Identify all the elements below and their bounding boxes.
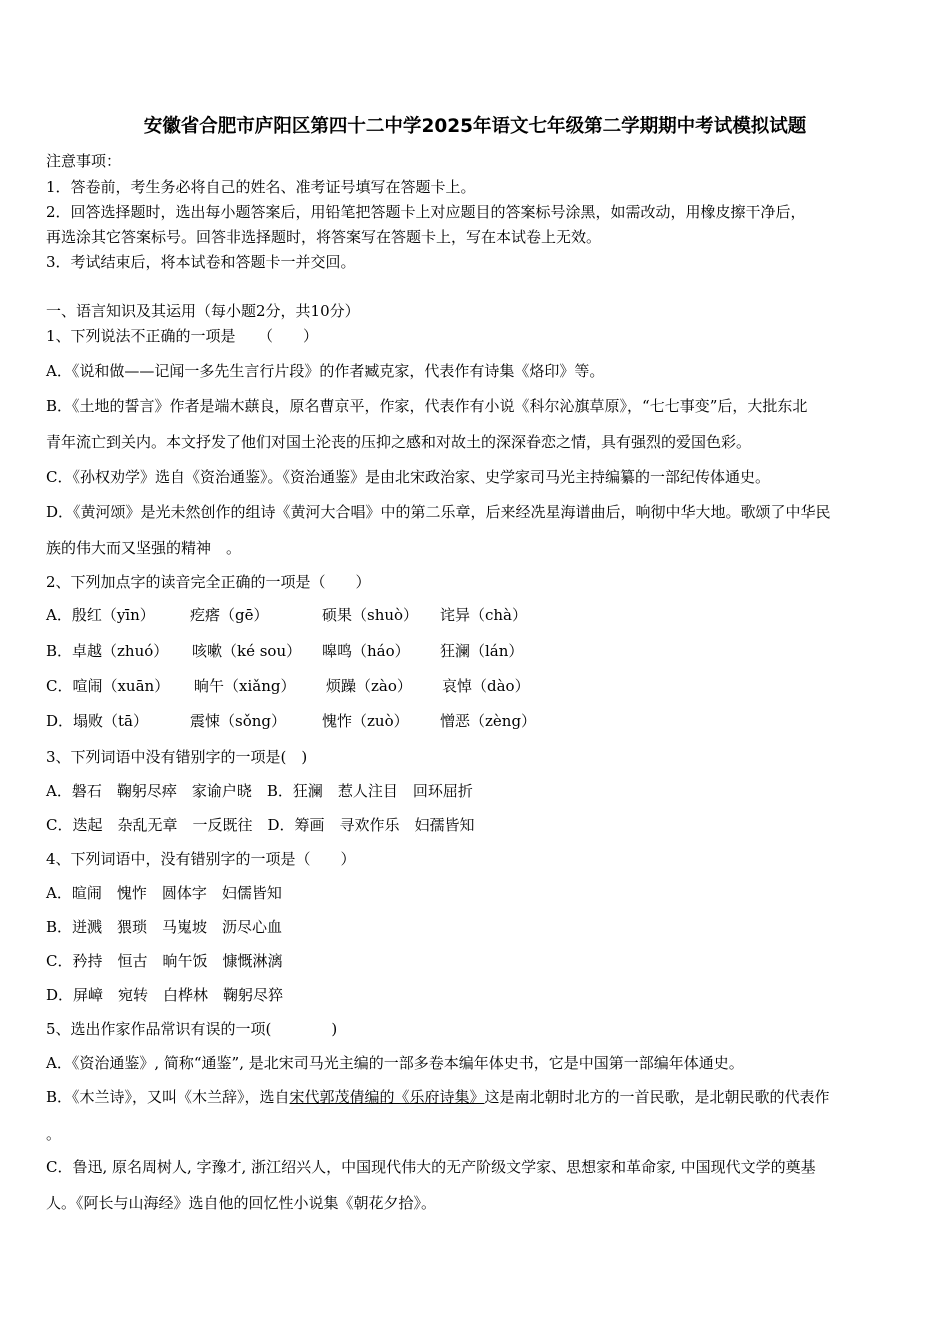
q2-b-4: 狂澜（lán）	[440, 642, 524, 660]
q2-d-1: D．塌败（tā）	[46, 712, 148, 730]
q5-option-b-text: B．《木兰诗》，又叫《木兰辞》，选自	[46, 1088, 290, 1106]
q2-b-3: 嗥鸣（háo）	[322, 642, 410, 660]
notice-item-1: 1．答卷前，考生务必将自己的姓名、准考证号填写在答题卡上。	[46, 178, 476, 196]
q5-option-b-underlined: 宋代郭茂倩编的《乐府诗集》	[289, 1088, 485, 1106]
q3-options-ab: A．磐石 鞠躬尽瘁 家谕户晓 B．狂澜 惹人注目 回环屈折	[46, 782, 473, 800]
notice-item-3: 3．考试结束后，将本试卷和答题卡一并交回。	[46, 253, 356, 271]
notice-item-2b: 再选涂其它答案标号。回答非选择题时，将答案写在答题卡上，写在本试卷上无效。	[46, 228, 602, 246]
q3-stem: 3、下列词语中没有错别字的一项是( )	[46, 748, 308, 766]
q2-a-4: 诧异（chà）	[440, 606, 528, 624]
q2-a-2: 疙瘩（gē）	[190, 606, 269, 624]
q2-a-1: A．殷红（yīn）	[46, 606, 155, 624]
q2-stem: 2、下列加点字的读音完全正确的一项是（ ）	[46, 573, 371, 591]
q4-option-d: D．屏嶂 宛转 白桦林 鞠躬尽猝	[46, 986, 284, 1004]
q4-stem: 4、下列词语中，没有错别字的一项是（ ）	[46, 850, 356, 868]
q3-options-cd: C．迭起 杂乱无章 一反既往 D．筹画 寻欢作乐 妇孺皆知	[46, 816, 475, 834]
q2-c-3: 烦躁（zào）	[326, 677, 412, 695]
q1-option-a: A．《说和做——记闻一多先生言行片段》的作者臧克家，代表作有诗集《烙印》等。	[46, 362, 605, 380]
q5-option-b-line2: 。	[46, 1125, 62, 1143]
q2-c-1: C．喧闹（xuān）	[46, 677, 170, 695]
notice-heading: 注意事项：	[46, 152, 122, 170]
q5-option-c-line1: C．鲁迅, 原名周树人, 字豫才, 浙江绍兴人，中国现代伟大的无产阶级文学家、思想家和革命家, 中国现代文学的奠基	[46, 1158, 816, 1176]
q5-option-a: A．《资治通鉴》, 简称“通鉴”, 是北宋司马光主编的一部多卷本编年体史书，它是中国第一部编年体通史。	[46, 1054, 744, 1072]
q1-option-b-line1: B．《土地的誓言》作者是端木蕻良，原名曹京平，作家，代表作有小说《科尔沁旗草原》，“七七事变”后，大批东北	[46, 397, 808, 415]
section-heading: 一、语言知识及其运用（每小题2分，共10分）	[46, 302, 360, 320]
q2-b-1: B．卓越（zhuó）	[46, 642, 169, 660]
q4-option-c: C．矜持 恒古 晌午饭 慷慨淋漓	[46, 952, 283, 970]
q2-c-4: 哀悼（dào）	[442, 677, 530, 695]
q1-option-c: C．《孙权劝学》选自《资治通鉴》。《资治通鉴》是由北宋政治家、史学家司马光主持编纂的一部纪传体通史。	[46, 468, 770, 486]
q1-option-d-line1: D．《黄河颂》是光未然创作的组诗《黄河大合唱》中的第二乐章，后来经冼星海谱曲后，响彻中华大地。歌颂了中华民	[46, 503, 831, 521]
q4-option-b: B．迸溅 猥琐 马嵬坡 沥尽心血	[46, 918, 283, 936]
q1-option-b-line2: 青年流亡到关内。本文抒发了他们对国土沦丧的压抑之感和对故土的深深眷恋之情，具有强烈的爱国色彩。	[46, 433, 752, 451]
q2-d-2: 震悚（sǒng）	[190, 712, 286, 730]
q2-a-3: 硕果（shuò）	[322, 606, 419, 624]
notice-item-2a: 2．回答选择题时，选出每小题答案后，用铅笔把答题卡上对应题目的答案标号涂黑，如需改动，用橡皮擦干净后，	[46, 203, 806, 221]
q5-stem: 5、选出作家作品常识有误的一项( )	[46, 1020, 338, 1038]
q1-option-d-line2: 族的伟大而又坚强的精神 。	[46, 539, 242, 557]
q2-c-2: 晌午（xiǎng）	[194, 677, 296, 695]
q5-option-b-text-end: 这是南北朝时北方的一首民歌，是北朝民歌的代表作	[484, 1088, 830, 1106]
q5-option-b-line1	[46, 1087, 830, 1107]
q2-b-2: 咳嗽（ké sou）	[192, 642, 302, 660]
q2-d-4: 憎恶（zèng）	[440, 712, 537, 730]
q5-option-c-line2: 人。《阿长与山海经》选自他的回忆性小说集《朝花夕拾》。	[46, 1194, 437, 1212]
q2-d-3: 愧怍（zuò）	[322, 712, 409, 730]
q4-option-a: A．暄闹 愧怍 圆体字 妇儒皆知	[46, 884, 282, 902]
page-title: 安徽省合肥市庐阳区第四十二中学2025年语文七年级第二学期期中考试模拟试题	[143, 116, 807, 137]
q1-stem: 1、下列说法不正确的一项是 （ ）	[46, 327, 319, 345]
